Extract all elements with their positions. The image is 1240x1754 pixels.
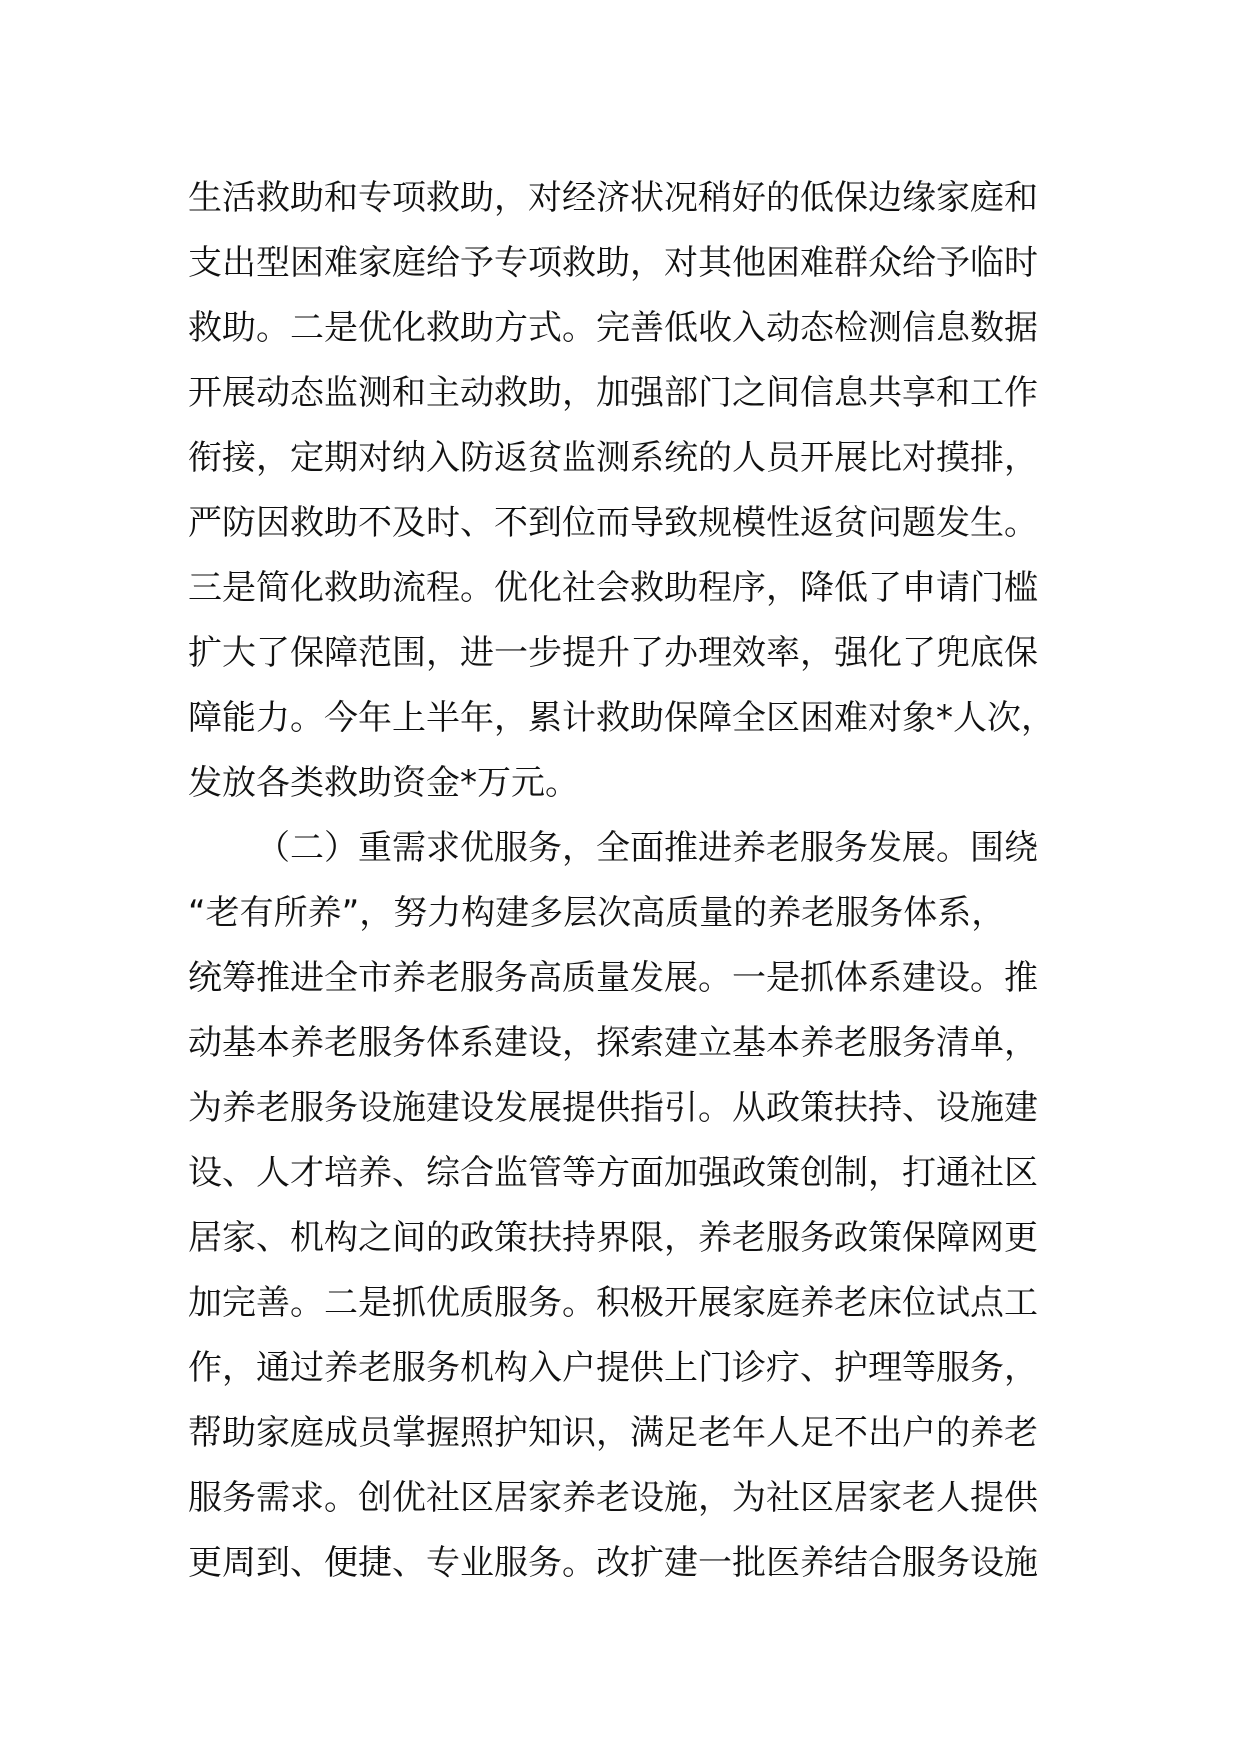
text-line: 发放各类救助资金*万元。 [188,763,579,803]
text-line: 严防因救助不及时、不到位而导致规模性返贫问题发生。 [188,503,1038,543]
text-line: 服务需求。创优社区居家养老设施，为社区居家老人提供 [188,1478,1038,1518]
text-line: 生活救助和专项救助，对经济状况稍好的低保边缘家庭和 [188,178,1038,218]
text-line: 帮助家庭成员掌握照护知识，满足老年人足不出户的养老 [188,1413,1038,1453]
text-line: 统筹推进全市养老服务高质量发展。一是抓体系建设。推 [188,958,1038,998]
text-line: 扩大了保障范围，进一步提升了办理效率，强化了兜底保 [188,633,1038,673]
text-line: 障能力。今年上半年，累计救助保障全区困难对象*人次， [188,698,1055,738]
text-line: 更周到、便捷、专业服务。改扩建一批医养结合服务设施 [188,1543,1038,1583]
text-line: 救助。二是优化救助方式。完善低收入动态检测信息数据 [188,308,1038,348]
text-line: 为养老服务设施建设发展提供指引。从政策扶持、设施建 [188,1088,1038,1128]
text-line: 设、人才培养、综合监管等方面加强政策创制，打通社区 [188,1153,1038,1193]
text-line: 支出型困难家庭给予专项救助，对其他困难群众给予临时 [188,243,1038,283]
body-text [188,166,1068,1596]
text-line: 作，通过养老服务机构入户提供上门诊疗、护理等服务， [188,1348,1038,1388]
text-line: 衔接，定期对纳入防返贫监测系统的人员开展比对摸排， [188,438,1038,478]
text-line: “老有所养”，努力构建多层次高质量的养老服务体系， [188,893,1006,933]
text-line: 居家、机构之间的政策扶持界限，养老服务政策保障网更 [188,1218,1038,1258]
section-heading-line: （二）重需求优服务，全面推进养老服务发展。围绕 [256,828,1038,868]
text-line: 动基本养老服务体系建设，探索建立基本养老服务清单， [188,1023,1038,1063]
text-line: 三是简化救助流程。优化社会救助程序，降低了申请门槛 [188,568,1038,608]
text-line: 加完善。二是抓优质服务。积极开展家庭养老床位试点工 [188,1283,1038,1323]
text-line: 开展动态监测和主动救助，加强部门之间信息共享和工作 [188,373,1038,413]
